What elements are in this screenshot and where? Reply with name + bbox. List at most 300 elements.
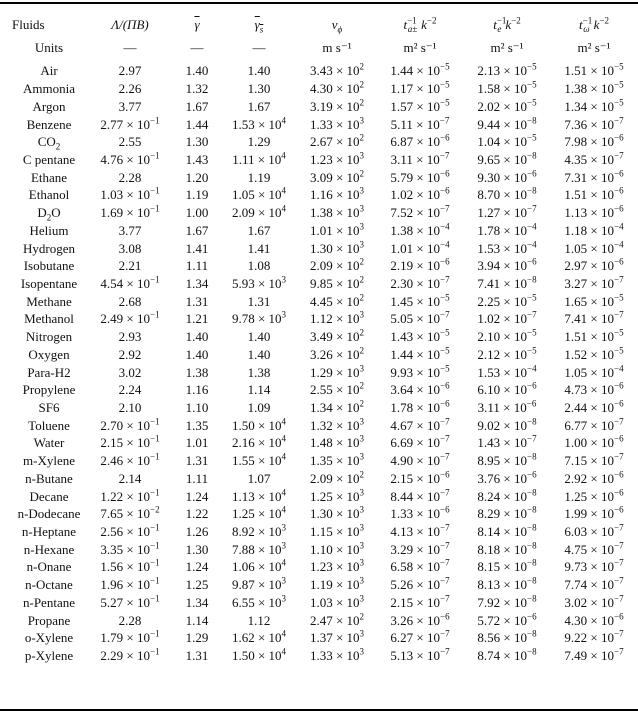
cell-v-phi: $1.35 \times 10^3$ <box>309 451 365 469</box>
cell-gamma: 1.34 <box>185 275 209 291</box>
fluid-name: n-Octane <box>25 577 73 593</box>
cell-t-w: $3.27 \times 10^{-7}$ <box>564 274 624 291</box>
table-row <box>0 416 638 434</box>
header-t-a: $t^{-1}_{a\pm}$ $k^{-2}$ <box>403 15 437 35</box>
unit-cell: — <box>190 39 204 55</box>
cell-lambda: $5.27 \times 10^{-1}$ <box>100 593 160 610</box>
cell-lambda: 2.97 <box>118 63 142 79</box>
cell-lambda: $2.15 \times 10^{-1}$ <box>100 434 160 451</box>
cell-gamma-s: $9.78 \times 10^3$ <box>231 310 287 327</box>
cell-t-w: $1.38 \times 10^{-5}$ <box>564 79 624 97</box>
table-row <box>0 310 638 328</box>
cell-t-w: $7.49 \times 10^{-7}$ <box>564 646 624 664</box>
cell-gamma-s: 1.38 <box>247 364 271 380</box>
cell-t-e: $1.02 \times 10^{-7}$ <box>477 310 537 327</box>
cell-v-phi: $1.23 \times 10^3$ <box>309 558 365 575</box>
cell-gamma: 1.24 <box>185 559 209 575</box>
table-row <box>0 80 638 98</box>
cell-t-a: $1.38 \times 10^{-4}$ <box>390 221 450 238</box>
header-row <box>0 13 638 36</box>
fluid-name: Helium <box>29 222 69 238</box>
unit-cell: m² s⁻¹ <box>403 39 437 55</box>
cell-lambda: 2.68 <box>118 293 142 309</box>
cell-gamma: 1.32 <box>185 81 209 97</box>
cell-t-e: $2.10 \times 10^{-5}$ <box>477 327 537 345</box>
cell-t-a: $6.69 \times 10^{-7}$ <box>390 434 450 451</box>
table-row <box>0 275 638 293</box>
table-row <box>0 186 638 204</box>
cell-t-a: $2.15 \times 10^{-6}$ <box>390 469 450 486</box>
table-body <box>0 62 638 664</box>
table-row <box>0 204 638 222</box>
cell-gamma: 1.16 <box>185 382 209 398</box>
cell-t-a: $4.13 \times 10^{-7}$ <box>390 522 450 540</box>
cell-gamma-s: $9.87 \times 10^3$ <box>231 575 287 593</box>
cell-t-a: $2.30 \times 10^{-7}$ <box>390 274 450 291</box>
cell-t-e: $8.70 \times 10^{-8}$ <box>477 186 537 203</box>
header-fluids: Fluids <box>12 16 45 32</box>
cell-gamma: 1.67 <box>185 222 209 238</box>
fluid-name: Propane <box>27 612 71 628</box>
cell-t-e: $8.24 \times 10^{-8}$ <box>477 487 537 504</box>
fluid-name: m-Xylene <box>23 453 75 469</box>
cell-v-phi: $3.26 \times 10^2$ <box>309 345 365 362</box>
cell-t-w: $1.18 \times 10^{-4}$ <box>564 221 624 238</box>
table-row <box>0 576 638 594</box>
table-row <box>0 221 638 239</box>
table-row <box>0 558 638 576</box>
cell-gamma-s: 1.19 <box>247 169 271 185</box>
cell-t-w: $7.41 \times 10^{-7}$ <box>564 310 624 327</box>
cell-gamma: 1.31 <box>185 293 209 309</box>
cell-t-a: $1.02 \times 10^{-6}$ <box>390 186 450 203</box>
cell-gamma: 1.40 <box>185 63 209 79</box>
cell-v-phi: $1.12 \times 10^3$ <box>309 310 365 327</box>
fluid-name: Water <box>33 435 65 451</box>
cell-gamma-s: 1.07 <box>247 470 271 486</box>
cell-v-phi: $2.55 \times 10^2$ <box>309 380 365 398</box>
cell-t-a: $1.17 \times 10^{-5}$ <box>390 79 450 97</box>
cell-gamma: 1.29 <box>185 630 209 646</box>
cell-lambda: $1.96 \times 10^{-1}$ <box>100 575 160 593</box>
cell-v-phi: $1.16 \times 10^3$ <box>309 186 365 203</box>
table-row <box>0 434 638 452</box>
cell-lambda: 2.92 <box>118 346 142 362</box>
units-label: Units <box>34 39 64 55</box>
cell-t-e: $7.92 \times 10^{-8}$ <box>477 593 537 610</box>
cell-gamma: 1.67 <box>185 98 209 114</box>
cell-t-a: $1.33 \times 10^{-6}$ <box>390 505 450 522</box>
cell-lambda: 2.26 <box>118 81 142 97</box>
cell-v-phi: $1.01 \times 10^3$ <box>309 221 365 238</box>
cell-t-w: $1.05 \times 10^{-4}$ <box>564 239 624 256</box>
table-row <box>0 629 638 647</box>
cell-gamma: 1.35 <box>185 417 209 433</box>
cell-t-a: $5.05 \times 10^{-7}$ <box>390 310 450 327</box>
cell-t-w: $1.51 \times 10^{-5}$ <box>564 62 624 79</box>
cell-gamma-s: 1.08 <box>247 258 271 274</box>
cell-lambda: $2.70 \times 10^{-1}$ <box>100 416 160 433</box>
cell-lambda: $7.65 \times 10^{-2}$ <box>100 505 160 522</box>
cell-t-w: $2.92 \times 10^{-6}$ <box>564 469 624 486</box>
cell-gamma-s: 1.40 <box>247 63 271 79</box>
cell-v-phi: $2.67 \times 10^2$ <box>309 132 365 150</box>
table-row <box>0 452 638 470</box>
cell-gamma-s: 1.31 <box>247 293 271 309</box>
header-gamma: $\overline{\gamma}$ <box>194 16 200 32</box>
cell-t-e: $1.78 \times 10^{-4}$ <box>477 221 537 238</box>
cell-lambda: 2.93 <box>118 329 142 345</box>
cell-lambda: 3.08 <box>118 240 142 256</box>
cell-t-a: $1.01 \times 10^{-4}$ <box>390 239 450 256</box>
cell-t-w: $3.02 \times 10^{-7}$ <box>564 593 624 610</box>
table-row <box>0 363 638 381</box>
table-row <box>0 505 638 523</box>
table-row <box>0 239 638 257</box>
table-row <box>0 470 638 488</box>
fluid-name: n-Onane <box>26 559 72 575</box>
fluid-name: Toluene <box>28 417 70 433</box>
cell-t-a: $3.29 \times 10^{-7}$ <box>390 540 450 557</box>
cell-t-a: $1.45 \times 10^{-5}$ <box>390 292 450 309</box>
cell-gamma: 1.43 <box>185 151 209 167</box>
cell-t-w: $1.13 \times 10^{-6}$ <box>564 203 624 221</box>
fluid-name: Methane <box>26 293 72 309</box>
cell-gamma: 1.34 <box>185 594 209 610</box>
cell-t-e: $8.74 \times 10^{-8}$ <box>477 646 537 664</box>
cell-t-a: $6.87 \times 10^{-6}$ <box>390 132 450 150</box>
cell-gamma: 1.22 <box>185 506 209 522</box>
header-lambda: Λ/(ΠB) <box>111 16 149 32</box>
cell-t-e: $8.18 \times 10^{-8}$ <box>477 540 537 557</box>
cell-gamma-s: $1.62 \times 10^4$ <box>231 629 287 646</box>
fluid-name: Ethanol <box>28 187 70 203</box>
cell-gamma: 1.11 <box>185 258 209 274</box>
table-row <box>0 292 638 310</box>
cell-t-w: $4.35 \times 10^{-7}$ <box>564 150 624 167</box>
table-row <box>0 540 638 558</box>
fluid-name: Ethane <box>30 169 68 185</box>
cell-t-a: $6.58 \times 10^{-7}$ <box>390 558 450 575</box>
cell-gamma: 1.40 <box>185 346 209 362</box>
cell-gamma-s: 1.41 <box>247 240 271 256</box>
cell-t-w: $1.51 \times 10^{-5}$ <box>564 327 624 345</box>
cell-v-phi: $1.48 \times 10^3$ <box>309 434 365 451</box>
cell-gamma-s: $1.50 \times 10^4$ <box>231 416 287 433</box>
cell-gamma-s: $1.11 \times 10^4$ <box>232 150 286 167</box>
cell-lambda: 3.77 <box>118 222 142 238</box>
cell-gamma: 1.31 <box>185 453 209 469</box>
fluid-name: Isopentane <box>20 275 78 291</box>
cell-v-phi: $1.38 \times 10^3$ <box>309 203 365 221</box>
cell-t-w: $1.99 \times 10^{-6}$ <box>564 505 624 522</box>
table-row <box>0 523 638 541</box>
cell-t-w: $1.25 \times 10^{-6}$ <box>564 487 624 504</box>
cell-lambda: $1.03 \times 10^{-1}$ <box>100 186 160 203</box>
cell-t-w: $7.74 \times 10^{-7}$ <box>564 575 624 593</box>
cell-gamma: 1.30 <box>185 541 209 557</box>
cell-v-phi: $1.29 \times 10^3$ <box>309 363 365 380</box>
table-row <box>0 487 638 505</box>
cell-gamma-s: 1.29 <box>247 134 271 150</box>
fluid-name: Benzene <box>26 116 72 132</box>
cell-t-w: $9.73 \times 10^{-7}$ <box>564 558 624 575</box>
fluid-name: Methanol <box>24 311 74 327</box>
cell-v-phi: $1.30 \times 10^3$ <box>309 505 365 522</box>
cell-gamma-s: 1.40 <box>247 346 271 362</box>
cell-lambda: 2.21 <box>118 258 142 274</box>
cell-lambda: 2.24 <box>118 382 142 398</box>
cell-gamma: 1.00 <box>185 205 209 221</box>
cell-gamma: 1.20 <box>185 169 209 185</box>
fluid-name: C pentane <box>22 151 76 167</box>
cell-lambda: $1.69 \times 10^{-1}$ <box>100 203 160 221</box>
cell-v-phi: $1.30 \times 10^3$ <box>309 239 365 256</box>
cell-t-a: $8.44 \times 10^{-7}$ <box>390 487 450 504</box>
cell-t-e: $7.41 \times 10^{-8}$ <box>477 274 537 291</box>
cell-v-phi: $1.03 \times 10^3$ <box>309 593 365 610</box>
cell-gamma-s: $1.25 \times 10^4$ <box>231 505 287 522</box>
cell-t-a: $4.90 \times 10^{-7}$ <box>390 451 450 469</box>
cell-t-w: $1.52 \times 10^{-5}$ <box>564 345 624 362</box>
cell-t-w: $2.97 \times 10^{-6}$ <box>564 256 624 274</box>
cell-gamma-s: 1.14 <box>247 382 271 398</box>
unit-cell: m s⁻¹ <box>322 39 352 55</box>
cell-v-phi: $3.49 \times 10^2$ <box>309 327 365 345</box>
header-v-phi: $v_\phi$ <box>331 16 343 35</box>
cell-lambda: $2.49 \times 10^{-1}$ <box>100 310 160 327</box>
cell-t-a: $1.78 \times 10^{-6}$ <box>390 398 450 416</box>
cell-lambda: $3.35 \times 10^{-1}$ <box>100 540 160 557</box>
table-row <box>0 381 638 399</box>
cell-t-a: $3.26 \times 10^{-6}$ <box>390 611 450 628</box>
cell-t-a: $5.11 \times 10^{-7}$ <box>390 115 450 132</box>
cell-lambda: $1.22 \times 10^{-1}$ <box>100 487 160 504</box>
cell-t-w: $4.75 \times 10^{-7}$ <box>564 540 624 557</box>
fluid-name: o-Xylene <box>24 630 74 646</box>
cell-gamma: 1.30 <box>185 134 209 150</box>
cell-gamma-s: $1.06 \times 10^4$ <box>231 558 287 575</box>
fluid-name: Decane <box>29 488 69 504</box>
cell-t-e: $8.56 \times 10^{-8}$ <box>477 629 537 646</box>
cell-v-phi: $1.33 \times 10^3$ <box>309 646 365 664</box>
cell-v-phi: $9.85 \times 10^2$ <box>309 274 365 291</box>
cell-gamma: 1.01 <box>185 435 209 451</box>
unit-cell: m² s⁻¹ <box>490 39 524 55</box>
cell-gamma-s: 1.67 <box>247 222 271 238</box>
cell-t-a: $1.44 \times 10^{-5}$ <box>390 345 450 362</box>
cell-t-w: $1.34 \times 10^{-5}$ <box>564 97 624 114</box>
cell-t-a: $1.43 \times 10^{-5}$ <box>390 327 450 345</box>
cell-t-e: $2.25 \times 10^{-5}$ <box>477 292 537 309</box>
table-row <box>0 151 638 169</box>
cell-t-a: $9.93 \times 10^{-5}$ <box>390 363 450 380</box>
cell-v-phi: $1.19 \times 10^3$ <box>309 575 365 593</box>
cell-t-e: $1.27 \times 10^{-7}$ <box>477 203 537 221</box>
cell-gamma: 1.31 <box>185 648 209 664</box>
cell-gamma: 1.40 <box>185 329 209 345</box>
cell-gamma-s: $6.55 \times 10^3$ <box>231 593 287 610</box>
cell-v-phi: $3.09 \times 10^2$ <box>309 168 365 185</box>
cell-gamma-s: 1.12 <box>247 612 271 628</box>
fluid-name: Hydrogen <box>23 240 75 256</box>
cell-gamma: 1.21 <box>185 311 209 327</box>
bottom-rule <box>0 709 638 711</box>
table-row <box>0 611 638 629</box>
cell-t-w: $6.03 \times 10^{-7}$ <box>564 522 624 540</box>
cell-v-phi: $1.25 \times 10^3$ <box>309 487 365 504</box>
cell-v-phi: $1.37 \times 10^3$ <box>309 629 365 646</box>
cell-t-e: $9.65 \times 10^{-8}$ <box>477 150 537 167</box>
cell-t-a: $5.26 \times 10^{-7}$ <box>390 575 450 593</box>
cell-t-e: $9.02 \times 10^{-8}$ <box>477 416 537 433</box>
table-row <box>0 346 638 364</box>
table-row <box>0 399 638 417</box>
cell-gamma-s: $2.09 \times 10^4$ <box>231 203 287 221</box>
cell-t-e: $2.12 \times 10^{-5}$ <box>477 345 537 362</box>
cell-t-w: $1.51 \times 10^{-6}$ <box>564 186 624 203</box>
cell-t-w: $4.30 \times 10^{-6}$ <box>564 611 624 628</box>
table-row <box>0 328 638 346</box>
cell-t-e: $5.72 \times 10^{-6}$ <box>477 611 537 628</box>
cell-t-e: $8.15 \times 10^{-8}$ <box>477 558 537 575</box>
table-row <box>0 647 638 665</box>
cell-gamma-s: 1.67 <box>247 98 271 114</box>
cell-v-phi: $1.23 \times 10^3$ <box>309 150 365 167</box>
cell-lambda: 3.02 <box>118 364 142 380</box>
cell-t-w: $1.65 \times 10^{-5}$ <box>564 292 624 309</box>
header-t-omega: $t^{-1}_\omega$ $k^{-2}$ <box>579 15 609 35</box>
cell-t-w: $7.15 \times 10^{-7}$ <box>564 451 624 469</box>
fluid-name: $CO_2$ <box>37 134 61 152</box>
cell-t-w: $2.44 \times 10^{-6}$ <box>564 398 624 416</box>
cell-gamma-s: $1.05 \times 10^4$ <box>231 186 287 203</box>
header-t-e: $t^{-1}_e$ $k^{-2}$ <box>493 15 521 35</box>
cell-t-e: $2.13 \times 10^{-5}$ <box>477 62 537 79</box>
header-gamma-s: $\gamma_s$ <box>254 16 264 35</box>
cell-gamma-s: $1.53 \times 10^4$ <box>231 115 287 132</box>
table-row <box>0 168 638 186</box>
cell-v-phi: $4.45 \times 10^2$ <box>309 292 365 309</box>
cell-gamma-s: $5.93 \times 10^3$ <box>231 274 287 291</box>
table-row <box>0 594 638 612</box>
cell-gamma-s: 1.40 <box>247 329 271 345</box>
cell-lambda: $1.56 \times 10^{-1}$ <box>100 558 160 575</box>
cell-t-a: $5.13 \times 10^{-7}$ <box>390 646 450 664</box>
cell-lambda: 2.28 <box>118 612 142 628</box>
cell-lambda: 2.14 <box>118 470 142 486</box>
cell-gamma-s: $2.16 \times 10^4$ <box>231 434 287 451</box>
fluid-name: Para-H2 <box>27 364 71 380</box>
cell-t-e: $3.94 \times 10^{-6}$ <box>477 256 537 274</box>
fluid-name: n-Hexane <box>23 541 75 557</box>
cell-t-w: $7.98 \times 10^{-6}$ <box>564 132 624 150</box>
cell-t-e: $8.13 \times 10^{-8}$ <box>477 575 537 593</box>
cell-t-w: $1.05 \times 10^{-4}$ <box>564 363 624 380</box>
cell-t-w: $6.77 \times 10^{-7}$ <box>564 416 624 433</box>
unit-cell: — <box>123 39 137 55</box>
cell-t-e: $1.53 \times 10^{-4}$ <box>477 239 537 256</box>
fluid-name: $D_2O$ <box>37 205 61 223</box>
fluid-name: p-Xylene <box>24 648 74 664</box>
cell-gamma-s: 1.30 <box>247 81 271 97</box>
fluid-name: n-Pentane <box>23 594 75 610</box>
cell-t-w: $1.00 \times 10^{-6}$ <box>564 434 624 451</box>
cell-gamma-s: $1.50 \times 10^4$ <box>231 646 287 664</box>
cell-t-e: $1.43 \times 10^{-7}$ <box>477 434 537 451</box>
cell-lambda: $2.46 \times 10^{-1}$ <box>100 451 160 469</box>
cell-lambda: $2.56 \times 10^{-1}$ <box>100 522 160 540</box>
cell-v-phi: $3.19 \times 10^2$ <box>309 97 365 114</box>
cell-t-e: $1.53 \times 10^{-4}$ <box>477 363 537 380</box>
fluid-name: n-Heptane <box>21 524 77 540</box>
cell-lambda: 2.10 <box>118 400 142 416</box>
fluid-properties-table <box>0 13 638 664</box>
cell-v-phi: $4.30 \times 10^2$ <box>309 79 365 97</box>
cell-lambda: 2.55 <box>118 134 142 150</box>
top-rule <box>0 2 638 4</box>
fluid-name: Argon <box>32 98 66 114</box>
fluid-name: Isobutane <box>23 258 75 274</box>
cell-t-e: $1.04 \times 10^{-5}$ <box>477 132 537 150</box>
table-row <box>0 115 638 133</box>
cell-t-e: $1.58 \times 10^{-5}$ <box>477 79 537 97</box>
cell-lambda: $2.29 \times 10^{-1}$ <box>100 646 160 664</box>
cell-v-phi: $1.34 \times 10^2$ <box>309 398 365 416</box>
cell-gamma: 1.19 <box>185 187 209 203</box>
cell-v-phi: $1.33 \times 10^3$ <box>309 115 365 132</box>
cell-t-e: $8.14 \times 10^{-8}$ <box>477 522 537 540</box>
cell-t-a: $1.44 \times 10^{-5}$ <box>390 62 450 79</box>
cell-t-a: $3.64 \times 10^{-6}$ <box>390 380 450 398</box>
cell-v-phi: $2.47 \times 10^2$ <box>309 611 365 628</box>
cell-t-e: $9.30 \times 10^{-6}$ <box>477 168 537 185</box>
fluid-name: Propylene <box>22 382 76 398</box>
cell-v-phi: $3.43 \times 10^2$ <box>309 62 365 79</box>
cell-gamma: 1.24 <box>185 488 209 504</box>
cell-t-a: $1.57 \times 10^{-5}$ <box>390 97 450 114</box>
fluid-name: Oxygen <box>28 346 70 362</box>
cell-t-e: $3.76 \times 10^{-6}$ <box>477 469 537 486</box>
cell-t-a: $3.11 \times 10^{-7}$ <box>390 150 450 167</box>
fluid-name: Ammonia <box>23 81 75 97</box>
cell-t-e: $2.02 \times 10^{-5}$ <box>477 97 537 114</box>
cell-t-a: $7.52 \times 10^{-7}$ <box>390 203 450 221</box>
table-row <box>0 133 638 151</box>
cell-t-e: $6.10 \times 10^{-6}$ <box>477 380 537 398</box>
cell-gamma-s: $1.55 \times 10^4$ <box>231 451 287 469</box>
cell-t-a: $6.27 \times 10^{-7}$ <box>390 629 450 646</box>
cell-t-e: $8.95 \times 10^{-8}$ <box>477 451 537 469</box>
table-row <box>0 97 638 115</box>
cell-lambda: 2.28 <box>118 169 142 185</box>
cell-gamma: 1.25 <box>185 577 209 593</box>
cell-lambda: $2.77 \times 10^{-1}$ <box>100 115 160 132</box>
cell-lambda: $4.54 \times 10^{-1}$ <box>100 274 160 291</box>
unit-cell: — <box>252 39 266 55</box>
cell-gamma-s: 1.09 <box>247 400 271 416</box>
cell-t-a: $2.19 \times 10^{-6}$ <box>390 256 450 274</box>
cell-v-phi: $1.10 \times 10^3$ <box>309 540 365 557</box>
table-row <box>0 62 638 80</box>
cell-t-a: $2.15 \times 10^{-7}$ <box>390 593 450 610</box>
fluid-name: Nitrogen <box>25 329 73 345</box>
cell-gamma: 1.10 <box>185 400 209 416</box>
cell-gamma: 1.38 <box>185 364 209 380</box>
cell-gamma-s: $7.88 \times 10^3$ <box>231 540 287 557</box>
cell-t-e: $8.29 \times 10^{-8}$ <box>477 505 537 522</box>
cell-t-e: $9.44 \times 10^{-8}$ <box>477 115 537 132</box>
